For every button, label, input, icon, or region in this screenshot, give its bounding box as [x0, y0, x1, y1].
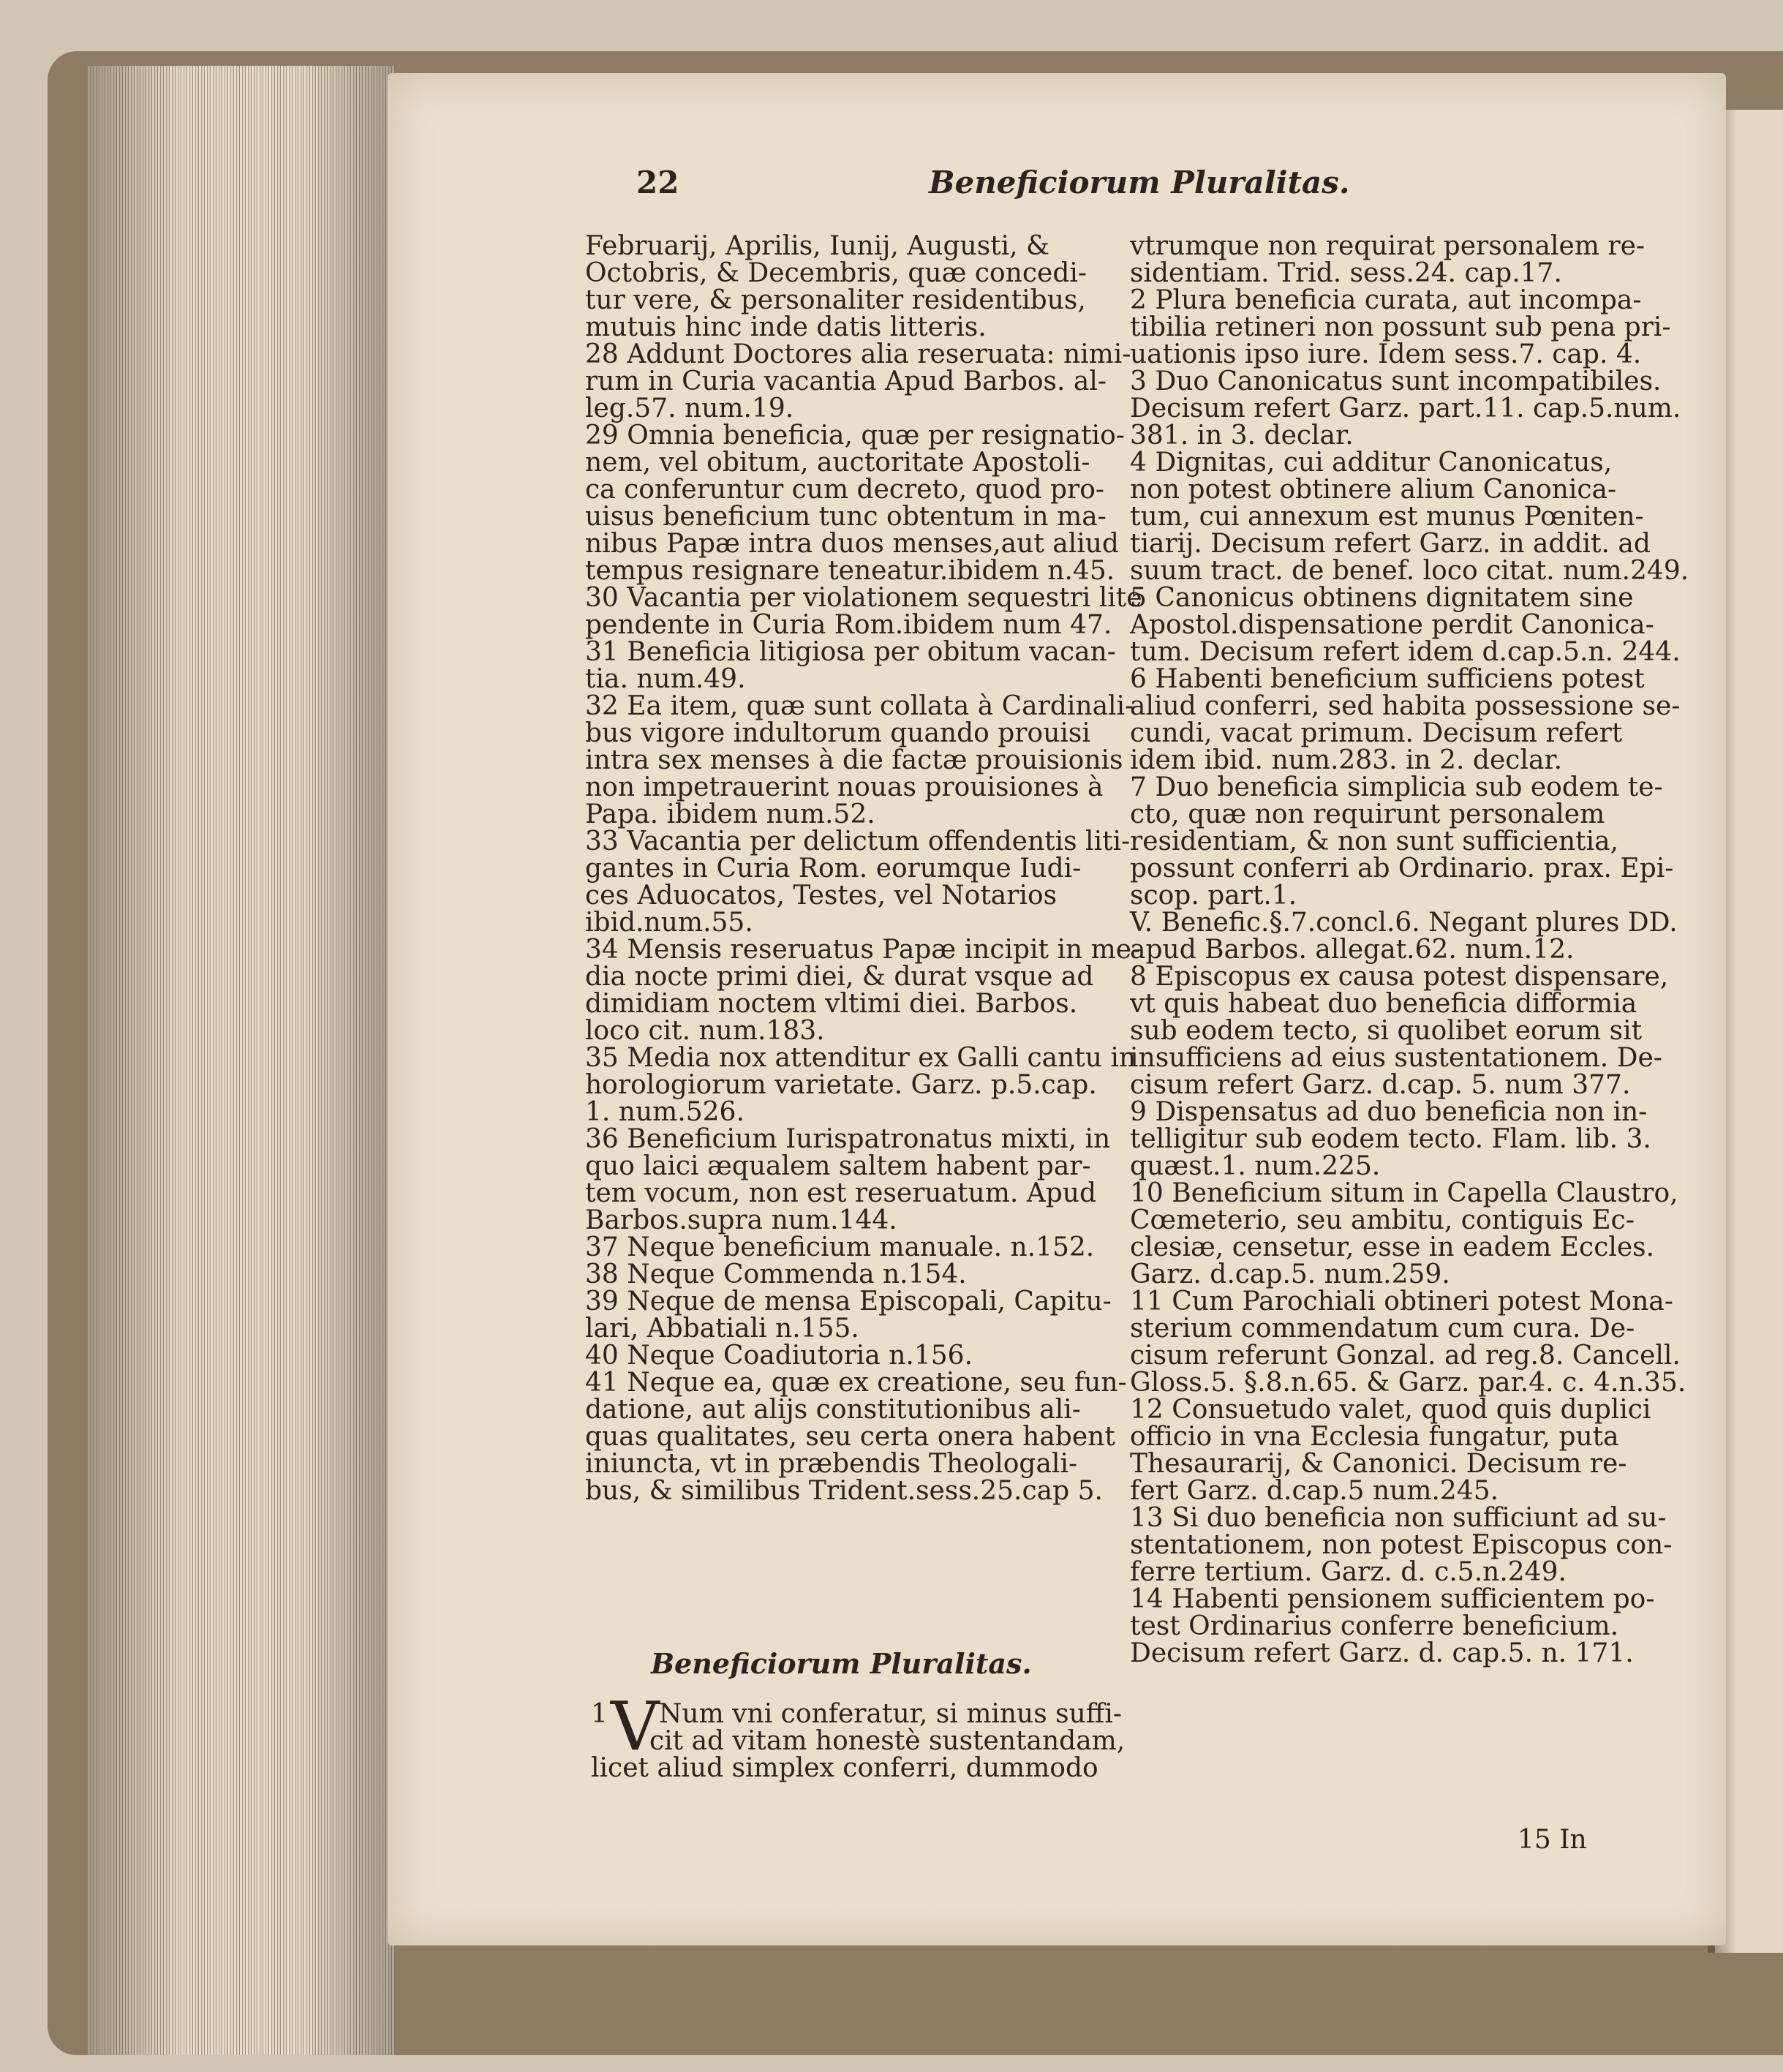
text-line: suum tract. de benef. loco citat. num.249.: [1130, 556, 1689, 586]
text-line: tibilia retineri non possunt sub pena pri-: [1130, 312, 1671, 342]
text-line: non potest obtinere alium Canonica-: [1130, 475, 1617, 505]
text-line: quæst.1. num.225.: [1130, 1151, 1381, 1181]
text-line: leg.57. num.19.: [585, 393, 794, 423]
text-line: pendente in Curia Rom.ibidem num 47.: [585, 610, 1112, 640]
text-line: idem ibid. num.283. in 2. declar.: [1130, 745, 1563, 775]
text-line: 33 Vacantia per delictum offendentis liti-: [585, 826, 1131, 856]
text-line: 12 Consuetudo valet, quod quis duplici: [1130, 1395, 1651, 1425]
text-line: 40 Neque Coadiutoria n.156.: [585, 1341, 973, 1371]
text-line: residentiam, & non sunt sufficientia,: [1130, 826, 1619, 856]
text-line: dimidiam noctem vltimi diei. Barbos.: [585, 989, 1078, 1019]
drop-capital: V: [611, 1687, 660, 1766]
text-line: sterium commendatum cum cura. De-: [1130, 1314, 1635, 1344]
text-line: 34 Mensis reseruatus Papæ incipit in me-: [585, 935, 1141, 965]
text-line: 8 Episcopus ex causa potest dispensare,: [1130, 962, 1669, 992]
text-line: V. Benefic.§.7.concl.6. Negant plures DD.: [1130, 908, 1678, 938]
right-column: [1130, 231, 1689, 1668]
text-line: 14 Habenti pensionem sufficientem po-: [1130, 1584, 1655, 1614]
text-line: 39 Neque de mensa Episcopali, Capitu-: [585, 1286, 1112, 1316]
text-line: 13 Si duo beneficia non sufficiunt ad su-: [1130, 1503, 1667, 1533]
text-line: aliud conferri, sed habita possessione se-: [1130, 691, 1681, 721]
text-line: sidentiam. Trid. sess.24. cap.17.: [1130, 258, 1562, 288]
text-line: Garz. d.cap.5. num.259.: [1130, 1259, 1450, 1289]
text-line: 35 Media nox attenditur ex Galli cantu in: [585, 1043, 1136, 1073]
text-line: tum. Decisum refert idem d.cap.5.n. 244.: [1130, 637, 1681, 667]
text-line: 5 Canonicus obtinens dignitatem sine: [1130, 583, 1634, 613]
section-number: 1: [591, 1699, 608, 1729]
text-line: dia nocte primi diei, & durat vsque ad: [585, 962, 1094, 992]
text-line: telligitur sub eodem tecto. Flam. lib. 3.: [1130, 1124, 1651, 1154]
text-line: uationis ipso iure. Idem sess.7. cap. 4.: [1130, 339, 1642, 369]
catchword: 15 In: [1518, 1825, 1587, 1855]
text-line: 31 Beneficia litigiosa per obitum vacan-: [585, 637, 1116, 667]
text-line: intra sex menses à die factæ prouisionis: [585, 745, 1123, 775]
text-line: 30 Vacantia per violationem sequestri lite: [585, 583, 1142, 613]
text-line: Apostol.dispensatione perdit Canonica-: [1130, 610, 1654, 640]
text-line: lari, Abbatiali n.155.: [585, 1314, 859, 1344]
text-line: loco cit. num.183.: [585, 1016, 825, 1046]
text-line: stentationem, non potest Episcopus con-: [1130, 1530, 1673, 1560]
text-line: 38 Neque Commenda n.154.: [585, 1259, 967, 1289]
text-line: ces Aduocatos, Testes, vel Notarios: [585, 881, 1058, 911]
text-line: quo laici æqualem saltem habent par-: [585, 1151, 1091, 1181]
text-line: Thesaurarij, & Canonici. Decisum re-: [1130, 1449, 1627, 1479]
text-line: tem vocum, non est reseruatum. Apud: [585, 1178, 1097, 1208]
text-line: gantes in Curia Rom. eorumque Iudi-: [585, 854, 1082, 884]
text-line: 1. num.526.: [585, 1097, 745, 1127]
text-line: 29 Omnia beneficia, quæ per resignatio-: [585, 421, 1125, 451]
text-line: 11 Cum Parochiali obtineri potest Mona-: [1130, 1286, 1673, 1316]
page-edges-shadow: [88, 66, 395, 2055]
text-line: 7 Duo beneficia simplicia sub eodem te-: [1130, 772, 1663, 802]
text-line: 37 Neque beneficium manuale. n.152.: [585, 1232, 1095, 1262]
text-line: fert Garz. d.cap.5 num.245.: [1130, 1476, 1499, 1506]
text-line: vt quis habeat duo beneficia difformia: [1130, 989, 1637, 1019]
text-line: 6 Habenti beneficium sufficiens potest: [1130, 664, 1645, 694]
text-line: 28 Addunt Doctores alia reseruata: nimi-: [585, 339, 1131, 369]
text-line: insufficiens ad eius sustentationem. De-: [1130, 1043, 1662, 1073]
text-line: tum, cui annexum est munus Pœniten-: [1130, 502, 1644, 532]
text-line: bus vigore indultorum quando prouisi: [585, 718, 1090, 748]
text-line: 10 Beneficium situm in Capella Claustro,: [1130, 1178, 1678, 1208]
text-line: Decisum refert Garz. d. cap.5. n. 171.: [1130, 1638, 1634, 1668]
text-line: officio in vna Ecclesia fungatur, puta: [1130, 1422, 1619, 1452]
text-line: clesiæ, censetur, esse in eadem Eccles.: [1130, 1232, 1655, 1262]
text-line: tempus resignare teneatur.ibidem n.45.: [585, 556, 1115, 586]
section-start-lines: [591, 1700, 1125, 1782]
text-line: horologiorum varietate. Garz. p.5.cap.: [585, 1070, 1097, 1100]
text-line: bus, & similibus Trident.sess.25.cap 5.: [585, 1476, 1103, 1506]
text-line: 32 Ea item, quæ sunt collata à Cardinali-: [585, 691, 1134, 721]
text-line: 381. in 3. declar.: [1130, 421, 1354, 451]
text-line: cisum referunt Gonzal. ad reg.8. Cancell.: [1130, 1341, 1681, 1371]
text-line: ca conferuntur cum decreto, quod pro-: [585, 475, 1105, 505]
text-line: possunt conferri ab Ordinario. prax. Epi-: [1130, 854, 1674, 884]
running-title: Beneficiorum Pluralitas.: [929, 165, 1350, 200]
section-start-line: cit ad vitam honestè sustentandam,: [649, 1726, 1126, 1756]
text-line: cto, quæ non requirunt personalem: [1130, 799, 1605, 829]
text-line: nibus Papæ intra duos menses,aut aliud: [585, 529, 1119, 559]
text-line: sub eodem tecto, si quolibet eorum sit: [1130, 1016, 1643, 1046]
text-line: 36 Beneficium Iurispatronatus mixti, in: [585, 1124, 1111, 1154]
text-line: nem, vel obitum, auctoritate Apostoli-: [585, 448, 1090, 478]
text-line: 2 Plura beneficia curata, aut incompa-: [1130, 285, 1642, 315]
section-start-line: licet aliud simplex conferri, dummodo: [591, 1753, 1098, 1783]
text-line: rum in Curia vacantia Apud Barbos. al-: [585, 366, 1107, 396]
section-heading: Beneficiorum Pluralitas.: [651, 1647, 1032, 1680]
text-line: ibid.num.55.: [585, 908, 753, 938]
text-line: iniuncta, vt in præbendis Theologali-: [585, 1449, 1078, 1479]
text-line: Barbos.supra num.144.: [585, 1205, 897, 1235]
page-number: 22: [636, 165, 679, 200]
text-line: apud Barbos. allegat.62. num.12.: [1130, 935, 1575, 965]
text-line: 9 Dispensatus ad duo beneficia non in-: [1130, 1097, 1648, 1127]
text-line: 41 Neque ea, quæ ex creatione, seu fun-: [585, 1368, 1127, 1398]
text-line: 3 Duo Canonicatus sunt incompatibiles.: [1130, 366, 1662, 396]
text-line: Octobris, & Decembris, quæ concedi-: [585, 258, 1087, 288]
text-line: datione, aut alijs constitutionibus ali-: [585, 1395, 1081, 1425]
text-line: Decisum refert Garz. part.11. cap.5.num.: [1130, 393, 1681, 423]
text-line: ferre tertium. Garz. d. c.5.n.249.: [1130, 1557, 1567, 1587]
left-column: [585, 231, 1142, 1506]
text-line: cundi, vacat primum. Decisum refert: [1130, 718, 1623, 748]
text-line: tia. num.49.: [585, 664, 746, 694]
text-line: tiarij. Decisum refert Garz. in addit. ad: [1130, 529, 1651, 559]
text-line: cisum refert Garz. d.cap. 5. num 377.: [1130, 1070, 1631, 1100]
text-line: non impetrauerint nouas prouisiones à: [585, 772, 1104, 802]
text-line: test Ordinarius conferre beneficium.: [1130, 1611, 1619, 1641]
text-line: Cœmeterio, seu ambitu, contiguis Ec-: [1130, 1205, 1635, 1235]
text-line: mutuis hinc inde datis litteris.: [585, 312, 987, 342]
text-line: 4 Dignitas, cui additur Canonicatus,: [1130, 448, 1613, 478]
text-line: vtrumque non requirat personalem re-: [1130, 231, 1646, 261]
text-line: quas qualitates, seu certa onera habent: [585, 1422, 1115, 1452]
text-line: uisus beneficium tunc obtentum in ma-: [585, 502, 1107, 532]
text-line: scop. part.1.: [1130, 881, 1297, 911]
text-line: Gloss.5. §.8.n.65. & Garz. par.4. c. 4.n.35.: [1130, 1368, 1686, 1398]
text-line: tur vere, & personaliter residentibus,: [585, 285, 1086, 315]
text-line: Papa. ibidem num.52.: [585, 799, 875, 829]
text-line: Februarij, Aprilis, Iunij, Augusti, &: [585, 231, 1050, 261]
section-start-line: 1 Num vni conferatur, si minus suffi-: [591, 1699, 1123, 1729]
